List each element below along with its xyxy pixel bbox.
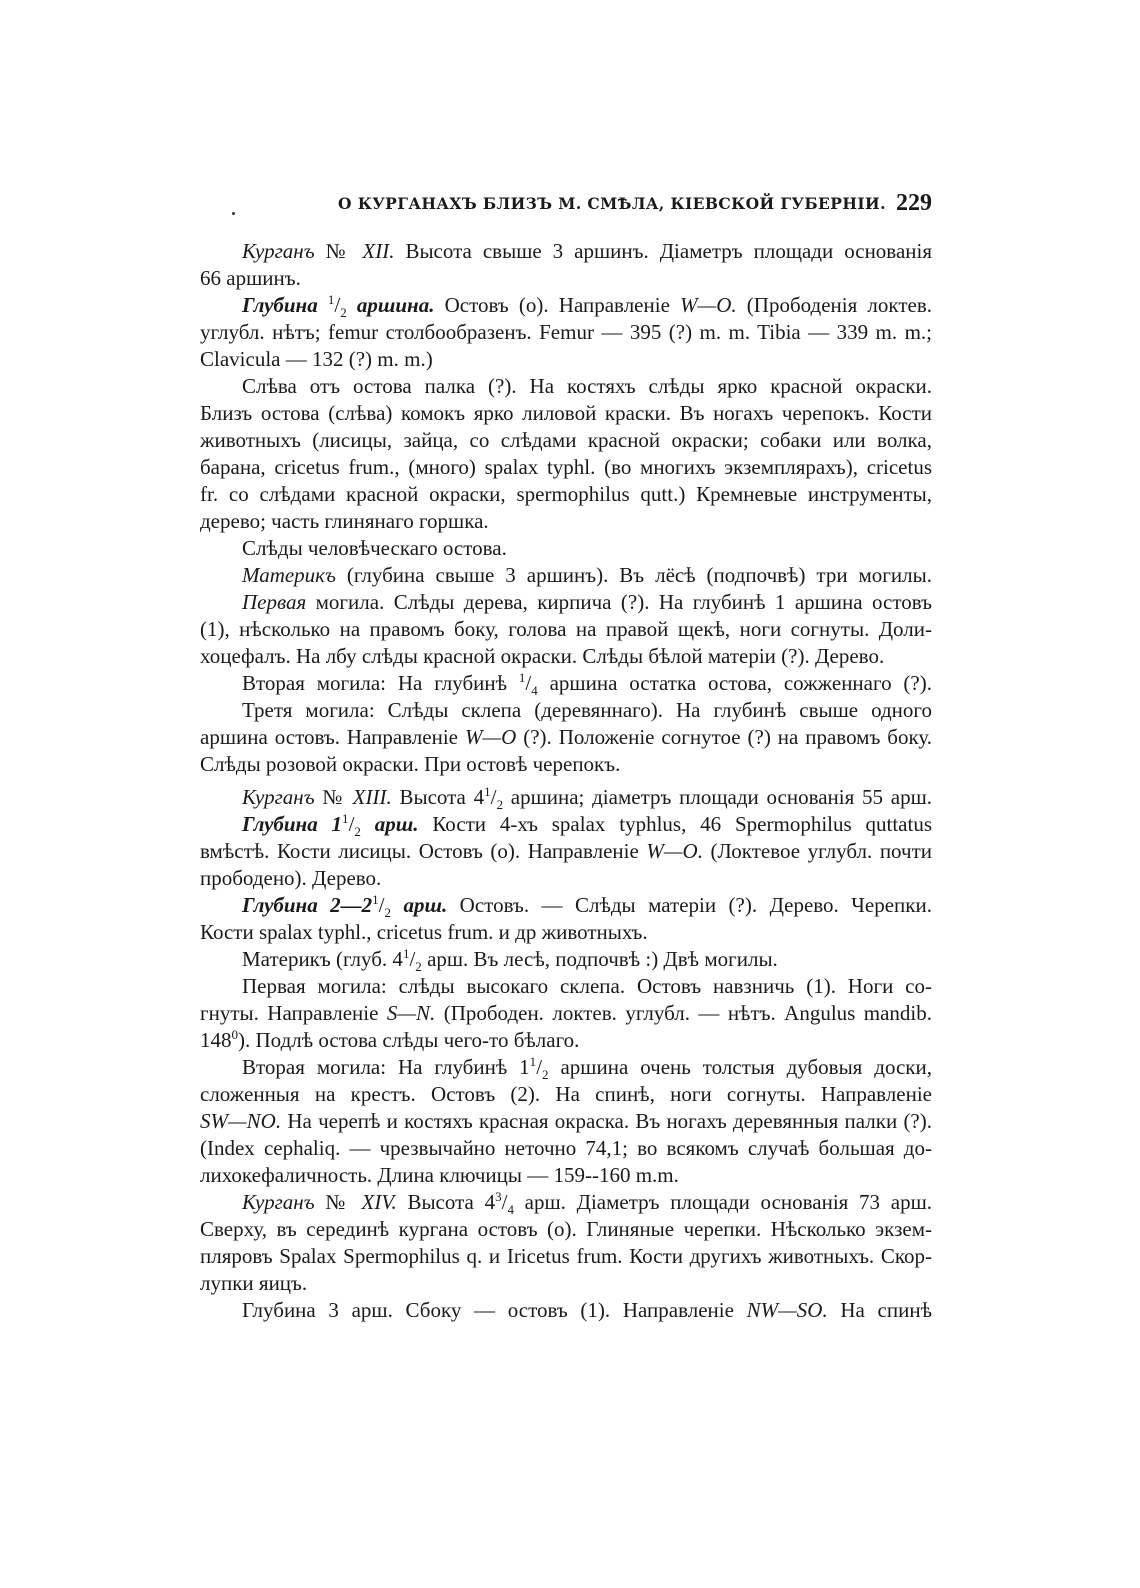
text-line bbox=[200, 946, 932, 973]
text-line bbox=[200, 319, 932, 346]
text-line bbox=[200, 1108, 932, 1135]
text-run: 2 bbox=[340, 305, 347, 319]
text-line bbox=[200, 562, 932, 589]
text-line bbox=[200, 616, 932, 643]
text-run: Высота 4 bbox=[396, 1190, 496, 1214]
text-run: 1 bbox=[529, 1054, 537, 1069]
text-run: Материкъ bbox=[242, 563, 336, 587]
text-run: 2 bbox=[415, 959, 422, 973]
text-line bbox=[200, 670, 932, 697]
text-line bbox=[200, 400, 932, 427]
text-run: 66 аршинъ. bbox=[200, 266, 301, 290]
text-run: дерево; часть глинянаго горшка. bbox=[200, 509, 489, 533]
text-line bbox=[200, 784, 932, 811]
text-run: аршина остовъ. Направленіе bbox=[200, 725, 465, 749]
text-run: аршина. bbox=[346, 293, 435, 317]
text-run: лихокефаличность. Длина ключицы — 159--160 m.m. bbox=[200, 1163, 679, 1187]
text-run: 0 bbox=[231, 1027, 239, 1042]
text-line bbox=[200, 535, 932, 562]
text-run: Clavicula — 132 (?) m. m.) bbox=[200, 347, 433, 371]
text-run: / bbox=[525, 671, 532, 695]
text-run: 4 bbox=[531, 683, 538, 697]
text-line bbox=[200, 724, 932, 751]
text-run: SW—NO. bbox=[200, 1109, 282, 1133]
text-line bbox=[200, 481, 932, 508]
running-title: О КУРГАНАХЪ БЛИЗЪ М. СМѢЛА, КІЕВСКОЙ ГУБЕРНІИ. bbox=[338, 194, 886, 213]
text-run: (Прободен. локтев. углубл. — нѣтъ. Angulus mandib. bbox=[435, 1001, 932, 1025]
text-run: аршина; діаметръ площади основанія 55 арш. bbox=[503, 785, 932, 809]
text-line bbox=[200, 1270, 932, 1297]
text-run: сложенныя на крестъ. Остовъ (2). На спинѣ, ноги согнуты. Направленіе bbox=[200, 1082, 932, 1106]
text-line bbox=[200, 865, 932, 892]
text-line bbox=[200, 1027, 932, 1054]
text-run: аршина очень толстыя дубовыя доски, bbox=[548, 1055, 932, 1079]
text-run: XII. bbox=[362, 239, 395, 263]
text-run: Первая bbox=[242, 590, 307, 614]
text-line bbox=[200, 1000, 932, 1027]
text-run: XIII. bbox=[352, 785, 392, 809]
text-run: № bbox=[314, 1190, 362, 1214]
page-number: 229 bbox=[896, 190, 932, 216]
text-run: Кости 4-хъ spalax typhlus, 46 Spermophilus quttatus bbox=[418, 812, 932, 836]
text-run: Глубина bbox=[242, 293, 328, 317]
text-run: Слѣды человѣческаго остова. bbox=[242, 536, 507, 560]
text-run: барана, cricetus frum., (много) spalax typhl. (во многихъ экземплярахъ), cricetus bbox=[200, 455, 932, 479]
text-run: хоцефалъ. На лбу слѣды красной окраски. Слѣды бѣлой матеріи (?). Дерево. bbox=[200, 644, 885, 668]
text-line bbox=[200, 292, 932, 319]
text-run: арш. Діаметръ площади основанія 73 арш. bbox=[513, 1190, 932, 1214]
text-run: Первая могила: слѣды высокаго склепа. Остовъ навзничь (1). Ноги со- bbox=[242, 974, 932, 998]
text-run: S—N. bbox=[386, 1001, 436, 1025]
text-run: Материкъ (глуб. 4 bbox=[242, 947, 403, 971]
text-run: Сверху, въ серединѣ кургана остовъ (о). Глиняные черепки. Нѣсколько экзем- bbox=[200, 1217, 932, 1241]
text-line bbox=[200, 1216, 932, 1243]
text-line bbox=[200, 751, 932, 778]
text-run: аршина остатка остова, сожженнаго (?). bbox=[537, 671, 932, 695]
text-run: / bbox=[334, 293, 341, 317]
text-line bbox=[200, 1081, 932, 1108]
text-run: 2 bbox=[354, 824, 361, 838]
text-run: гнуты. Направленіе bbox=[200, 1001, 387, 1025]
text-run: / bbox=[536, 1055, 543, 1079]
text-line bbox=[200, 1297, 932, 1324]
text-run: арш. Въ лесѣ, подпочвѣ :) Двѣ могилы. bbox=[421, 947, 778, 971]
text-line bbox=[200, 838, 932, 865]
text-line bbox=[200, 919, 932, 946]
text-run: арш. bbox=[360, 812, 419, 836]
text-run: Глубина 1 bbox=[242, 812, 343, 836]
text-run: № bbox=[314, 785, 353, 809]
text-line bbox=[200, 1054, 932, 1081]
text-run: Высота свыше 3 аршинъ. Діаметръ площади основанія bbox=[394, 239, 932, 263]
text-run: (Index cephaliq. — чрезвычайно неточно 74,1; во всякомъ случаѣ большая до- bbox=[200, 1136, 932, 1160]
text-line bbox=[200, 508, 932, 535]
text-run: / bbox=[378, 893, 385, 917]
page-header bbox=[200, 190, 932, 222]
text-run: (Локтевое углубл. почти bbox=[702, 839, 932, 863]
text-run: пляровъ Spalax Spermophilus q. и Iricetus frum. Кости другихъ животныхъ. Скор- bbox=[200, 1244, 932, 1268]
text-line bbox=[200, 1189, 932, 1216]
text-line bbox=[200, 811, 932, 838]
text-run: 148 bbox=[200, 1028, 232, 1052]
text-run: На спинѣ bbox=[827, 1298, 932, 1322]
text-run: 1 bbox=[518, 670, 526, 685]
text-run: прободено). Дерево. bbox=[200, 866, 382, 890]
text-line bbox=[200, 697, 932, 724]
printing-mark bbox=[232, 212, 235, 215]
text-line bbox=[200, 1162, 932, 1189]
text-run: могила. Слѣды дерева, кирпича (?). На глубинѣ 1 аршина остовъ bbox=[306, 590, 932, 614]
text-run: (Прободенія локтев. bbox=[736, 293, 932, 317]
text-run: вмѣстѣ. Кости лисицы. Остовъ (о). Направленіе bbox=[200, 839, 647, 863]
text-run: 1 bbox=[484, 784, 491, 799]
text-run: fr. со слѣдами красной окраски, spermophilus qutt.) Кремневые инструменты, bbox=[200, 482, 932, 506]
text-line bbox=[200, 1135, 932, 1162]
text-line bbox=[200, 892, 932, 919]
text-run: XIV. bbox=[361, 1190, 397, 1214]
text-line bbox=[200, 238, 932, 265]
text-run: 2 bbox=[384, 905, 392, 919]
text-run: W—O bbox=[464, 725, 517, 749]
text-run: / bbox=[348, 812, 355, 836]
text-run: На черепѣ и костяхъ красная окраска. Въ ногахъ деревянныя палки (?). bbox=[281, 1109, 932, 1133]
text-run: 2 bbox=[496, 797, 503, 811]
text-run: Курганъ bbox=[242, 785, 315, 809]
body-text bbox=[200, 238, 932, 1324]
text-run: W—O. bbox=[646, 839, 703, 863]
text-line bbox=[200, 265, 932, 292]
text-run: 1 bbox=[402, 946, 410, 961]
text-run: (1), нѣсколько на правомъ боку, голова на правой щекѣ, ноги согнуты. Доли- bbox=[200, 617, 932, 641]
text-run: NW—SO. bbox=[746, 1298, 828, 1322]
text-run: (?). Положеніе согнутое (?) на правомъ боку. bbox=[516, 725, 932, 749]
text-run: / bbox=[490, 785, 497, 809]
text-run: Слѣва отъ остова палка (?). На костяхъ слѣды ярко красной окраски. bbox=[242, 374, 932, 398]
text-run: 2 bbox=[542, 1067, 549, 1081]
text-line bbox=[200, 589, 932, 616]
text-run: Слѣды розовой окраски. При остовѣ черепокъ. bbox=[200, 752, 621, 776]
text-run: лупки яицъ. bbox=[200, 1271, 308, 1295]
text-run: 1 bbox=[342, 811, 349, 826]
text-line bbox=[200, 643, 932, 670]
text-run: Близъ остова (слѣва) комокъ ярко лиловой краски. Въ ногахъ черепокъ. Кости bbox=[200, 401, 932, 425]
text-run: Курганъ bbox=[242, 239, 315, 263]
text-run: 1 bbox=[372, 892, 379, 907]
text-run: 1 bbox=[327, 292, 335, 307]
text-run: Высота 4 bbox=[391, 785, 485, 809]
text-run: арш. bbox=[391, 893, 448, 917]
text-line bbox=[200, 373, 932, 400]
text-line bbox=[200, 454, 932, 481]
text-run: Вторая могила: На глубинѣ 1 bbox=[242, 1055, 530, 1079]
text-run: 3 bbox=[495, 1189, 502, 1204]
text-run: углубл. нѣтъ; femur столбообразенъ. Femur — 395 (?) m. m. Tibia — 339 m. m.; bbox=[200, 320, 932, 344]
text-run: Остовъ. — Слѣды матеріи (?). Дерево. Черепки. bbox=[447, 893, 932, 917]
text-run: Остовъ (о). Направленіе bbox=[434, 293, 681, 317]
text-run: W—O. bbox=[680, 293, 737, 317]
text-run: 4 bbox=[507, 1202, 514, 1216]
text-run: Третя могила: Слѣды склепа (деревяннаго). На глубинѣ свыше одного bbox=[242, 698, 932, 722]
text-line bbox=[200, 1243, 932, 1270]
text-run: ). Подлѣ остова слѣды чего-то бѣлаго. bbox=[238, 1028, 580, 1052]
text-run: (глубина свыше 3 аршинъ). Въ лёсѣ (подпочвѣ) три могилы. bbox=[335, 563, 932, 587]
text-line bbox=[200, 427, 932, 454]
text-run: / bbox=[409, 947, 416, 971]
text-run: № bbox=[314, 239, 363, 263]
text-run: Вторая могила: На глубинѣ bbox=[242, 671, 519, 695]
text-run: животныхъ (лисицы, зайца, со слѣдами красной окраски; собаки или волка, bbox=[200, 428, 932, 452]
text-run: Глубина 3 арш. Сбоку — остовъ (1). Направленіе bbox=[242, 1298, 747, 1322]
text-run: Курганъ bbox=[242, 1190, 315, 1214]
text-run: / bbox=[501, 1190, 508, 1214]
text-run: Глубина 2—2 bbox=[242, 893, 373, 917]
text-line bbox=[200, 346, 932, 373]
text-run: Кости spalax typhl., cricetus frum. и др животныхъ. bbox=[200, 920, 648, 944]
text-line bbox=[200, 973, 932, 1000]
